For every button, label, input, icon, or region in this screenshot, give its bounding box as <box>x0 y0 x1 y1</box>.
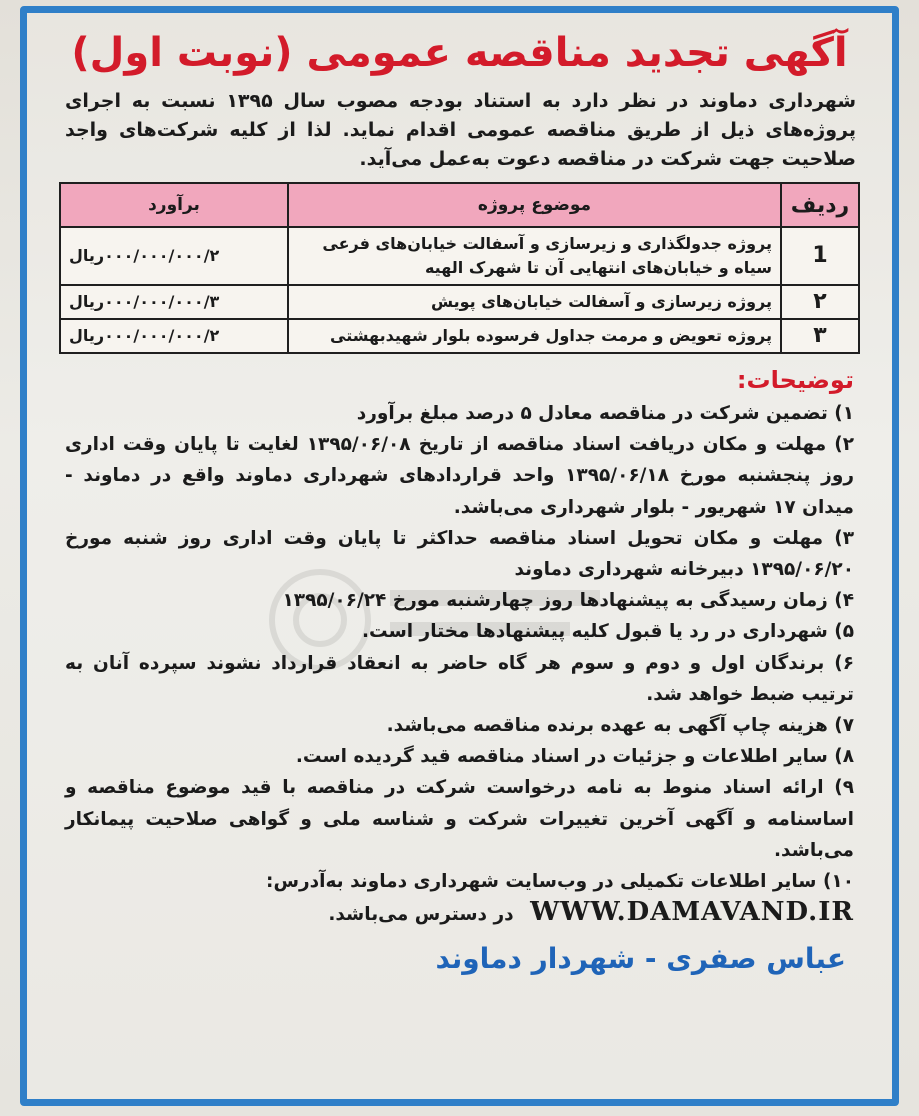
website-suffix: در دسترس می‌باشد. <box>328 904 514 926</box>
website-line <box>65 897 854 930</box>
intro-paragraph: شهرداری دماوند در نظر دارد به استناد بودجه مصوب سال ۱۳۹۵ نسبت به اجرای پروژه‌های ذیل از طریق مناقصه عمومی اقدام نماید. لذا از کلیه شرکت‌های واجد صلاحیت جهت شرکت در مناقصه دعوت به‌عمل می‌آید. <box>65 90 856 170</box>
project-subject: پروژه زیرسازی و آسفالت خیابان‌های پویش <box>288 285 781 319</box>
note-item <box>65 772 854 866</box>
project-estimate: ۰۰۰/۰۰۰/۰۰۰/۳ریال <box>60 285 288 319</box>
row-number: 1 <box>781 227 859 285</box>
table-header-row <box>60 183 859 227</box>
note-item <box>65 741 854 772</box>
note-text: ۴) زمان رسیدگی به پیشنهادها روز چهارشنبه مورخ ۱۳۹۵/۰۶/۲۴ <box>282 590 854 612</box>
note-item <box>65 710 854 741</box>
project-subject: پروژه جدولگذاری و زیرسازی و آسفالت خیابان‌های فرعی سیاه و خیابان‌های انتهایی آن تا شهرک الهیه <box>288 227 781 285</box>
project-subject: پروژه تعویض و مرمت جداول فرسوده بلوار شهیدبهشتی <box>288 319 781 353</box>
tender-table <box>59 182 860 354</box>
note-text: ۳) مهلت و مکان تحویل اسناد مناقصه حداکثر تا پایان وقت اداری روز شنبه مورخ ۱۳۹۵/۰۶/۲۰ دبیرخانه شهرداری دماوند <box>65 527 854 581</box>
note-item <box>65 398 854 429</box>
table-row <box>60 285 859 319</box>
note-item <box>65 523 854 585</box>
note-text: ۸) سایر اطلاعات و جزئیات در اسناد مناقصه قید گردیده است. <box>295 746 854 768</box>
note-text: ۱۰) سایر اطلاعات تکمیلی در وب‌سایت شهرداری دماوند به‌آدرس: <box>266 871 854 893</box>
row-number: ۳ <box>781 319 859 353</box>
note-item <box>65 585 854 616</box>
ad-frame <box>20 6 899 1106</box>
table-row <box>60 319 859 353</box>
note-item <box>65 866 854 897</box>
row-number: ۲ <box>781 285 859 319</box>
website-link[interactable]: WWW.DAMAVAND.IR <box>530 897 854 928</box>
header-row-number: ردیف <box>781 183 859 227</box>
note-text: ۲) مهلت و مکان دریافت اسناد مناقصه از تاریخ ۱۳۹۵/۰۶/۰۸ لغایت تا پایان وقت اداری روز پنجشنبه مورخ ۱۳۹۵/۰۶/۱۸ واحد قراردادهای شهرداری دماوند واقع در دماوند - میدان ۱۷ شهریور - بلوار شهرداری می‌باشد. <box>65 434 854 518</box>
project-estimate: ۰۰۰/۰۰۰/۰۰۰/۲ریال <box>60 319 288 353</box>
project-estimate: ۰۰۰/۰۰۰/۰۰۰/۲ریال <box>60 227 288 285</box>
note-text: ۷) هزینه چاپ آگهی به عهده برنده مناقصه می‌باشد. <box>386 715 854 737</box>
header-estimate: برآورد <box>60 183 288 227</box>
notes-list <box>65 398 854 897</box>
note-text: ۱) تضمین شرکت در مناقصه معادل ۵ درصد مبلغ برآورد <box>356 403 854 424</box>
header-project-subject: موضوع پروژه <box>288 183 781 227</box>
note-item <box>65 616 854 647</box>
ad-title: آگهی تجدید مناقصه عمومی (نوبت اول) <box>71 30 848 76</box>
note-item <box>65 429 854 523</box>
note-text: ۵) شهرداری در رد یا قبول کلیه پیشنهادها مختار است. <box>361 621 854 643</box>
notes-title: توضیحات: <box>736 366 854 394</box>
signature: عباس صفری - شهردار دماوند <box>435 942 846 976</box>
ad-content <box>53 25 866 1087</box>
table-row <box>60 227 859 285</box>
note-text: ۶) برندگان اول و دوم و سوم هر گاه حاضر به انعقاد قرارداد نشوند سپرده آنان به ترتیب ضبط خواهد شد. <box>65 652 854 705</box>
note-item <box>65 648 854 710</box>
note-text: ۹) ارائه اسناد منوط به نامه درخواست شرکت در مناقصه با قید موضوع مناقصه و اساسنامه و آگهی آخرین تغییرات شرکت و شناسه ملی و گواهی صلاحیت پیمانکار می‌باشد. <box>65 777 854 861</box>
